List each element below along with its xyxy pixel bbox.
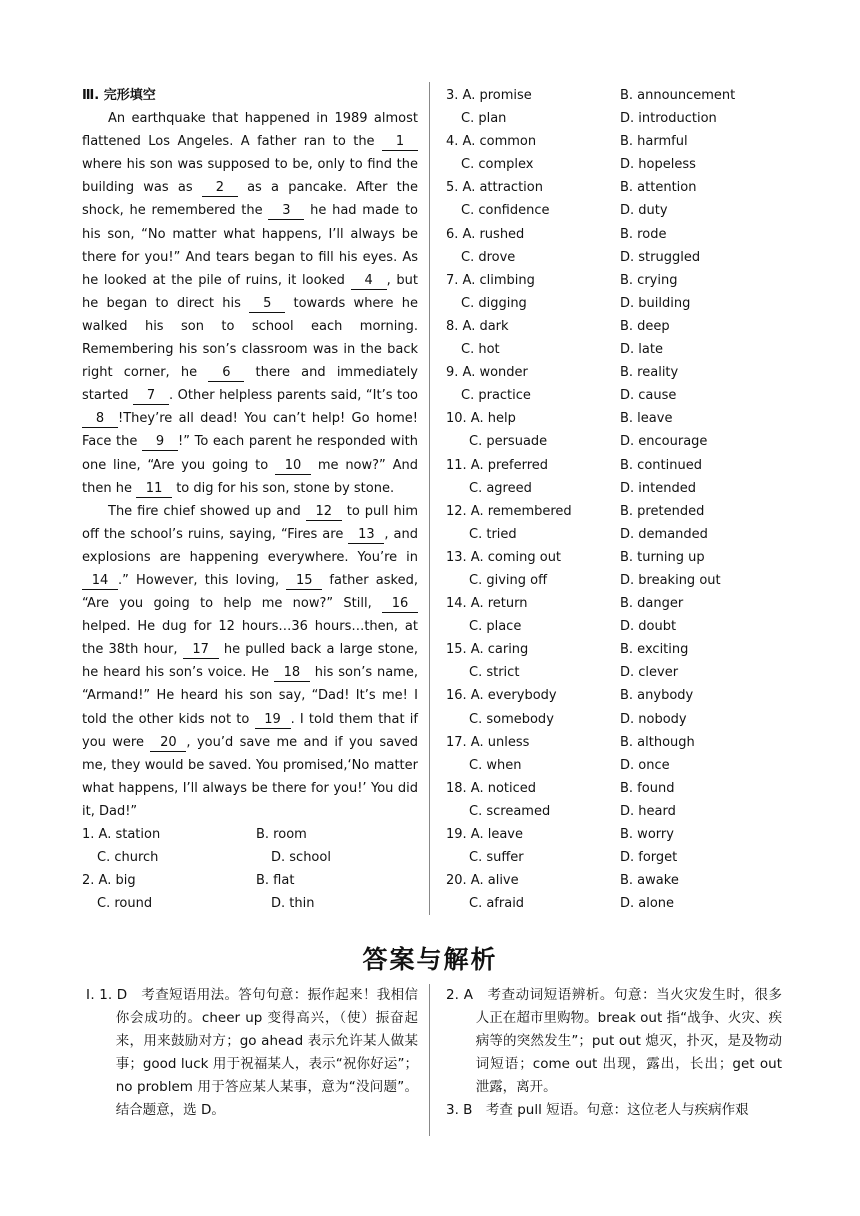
passage-text: to dig for his son, stone by stone. — [172, 480, 395, 496]
option-a: C. when — [469, 757, 522, 773]
option-row — [446, 246, 786, 269]
option-row — [446, 107, 786, 130]
answers-column-left — [86, 984, 418, 1123]
options-list-left — [82, 823, 418, 915]
blank-12: 12 — [306, 504, 342, 521]
passage-text: father asked, “Are you going to help me now?” Still, — [82, 572, 418, 612]
option-b: D. nobody — [620, 711, 687, 727]
option-a: C. afraid — [469, 896, 525, 912]
option-a: C. complex — [461, 157, 534, 173]
option-a: 7. A. climbing — [446, 272, 535, 288]
option-a: 4. A. common — [446, 134, 537, 150]
passage-text: , you’d save me and if you saved me, they would be saved. You promised,‘No matter what happens, I’ll always be there for you!’ You did it, Dad!” — [82, 734, 418, 819]
option-b: D. duty — [620, 203, 668, 219]
option-row — [446, 754, 786, 777]
option-row — [446, 823, 786, 846]
option-row — [82, 823, 418, 846]
answers-heading: 答案与解析 — [362, 945, 498, 974]
option-row — [446, 869, 786, 892]
option-a: 2. A. big — [82, 873, 136, 889]
option-a: 19. A. leave — [446, 827, 524, 842]
option-a: 15. A. caring — [446, 642, 529, 658]
option-row — [446, 292, 786, 315]
option-row — [446, 176, 786, 199]
passage-text: he pulled back a large stone, he heard his son’s voice. He — [82, 642, 418, 681]
option-row — [446, 430, 786, 453]
option-b: B. awake — [620, 873, 679, 889]
option-a: 10. A. help — [446, 411, 516, 427]
option-b: B. crying — [620, 272, 678, 288]
option-b: B. although — [620, 734, 695, 750]
option-a: C. confidence — [461, 203, 550, 219]
option-b: D. breaking out — [620, 572, 721, 588]
option-a: C. suffer — [469, 850, 524, 866]
option-b: B. reality — [620, 365, 679, 381]
blank-8: 8 — [82, 411, 118, 428]
passage-paragraph-1 — [82, 107, 418, 500]
options-list-right — [446, 84, 786, 915]
option-a: C. hot — [461, 342, 500, 358]
option-b: B. harmful — [620, 134, 688, 150]
blank-14: 14 — [82, 573, 118, 590]
option-row — [446, 153, 786, 176]
blank-17: 17 — [183, 642, 219, 659]
blank-2: 2 — [202, 180, 238, 197]
option-a: 6. A. rushed — [446, 226, 525, 242]
answer-item: 3. B 考查 pull 短语。句意：这位老人与疾病作艰 — [446, 1102, 749, 1119]
option-a: C. church — [97, 850, 159, 866]
option-row — [446, 638, 786, 661]
option-b: D. encourage — [620, 434, 708, 450]
option-a: 8. A. dark — [446, 318, 509, 334]
option-row — [82, 869, 418, 892]
option-row — [446, 84, 786, 107]
answer-item: Ⅰ. 1. D 考查短语用法。答句句意：振作起来！我相信你会成功的。cheer up 变得高兴，（使）振奋起来，用来鼓励对方；go ahead 表示允许某人做某事；good luck 用于祝福某人，表示“祝你好运”；no problem 用于答应某人某事，意为“没问题”。结合题意，选 D。 — [86, 987, 418, 1119]
blank-9: 9 — [142, 434, 178, 451]
passage-text: his son’s name, “Armand!” He heard his son say, “Dad! It’s me! I told the other kids not to — [82, 665, 418, 727]
blank-19: 19 — [255, 712, 291, 729]
passage-text: towards where he walked his son to school each morning. Remembering his son’s classroom was in the back right corner, he — [82, 295, 418, 381]
option-a: C. persuade — [469, 434, 548, 450]
option-a: 13. A. coming out — [446, 549, 562, 565]
blank-4: 4 — [351, 273, 387, 290]
option-b: B. exciting — [620, 642, 689, 658]
option-row — [446, 800, 786, 823]
passage-column — [82, 84, 418, 915]
passage-text: !They’re all dead! You can’t help! Go home! Face the — [82, 411, 418, 450]
blank-18: 18 — [274, 665, 310, 682]
option-b: D. intended — [620, 480, 696, 496]
option-row — [446, 223, 786, 246]
option-a: C. digging — [461, 295, 527, 311]
blank-1: 1 — [382, 134, 418, 151]
option-row — [446, 361, 786, 384]
option-row — [82, 892, 418, 915]
option-a: C. plan — [461, 111, 507, 127]
option-row — [446, 130, 786, 153]
option-b: D. building — [620, 295, 691, 311]
option-b: D. hopeless — [620, 157, 696, 173]
blank-7: 7 — [133, 388, 169, 405]
passage-text: , but he began to direct his — [82, 272, 418, 311]
option-a: C. round — [97, 896, 153, 912]
option-row — [446, 477, 786, 500]
option-row — [446, 777, 786, 800]
option-b: D. school — [271, 850, 331, 866]
option-b: B. anybody — [620, 688, 694, 704]
option-a: C. place — [469, 619, 522, 635]
option-b: D. once — [620, 757, 670, 773]
option-a: C. practice — [461, 388, 531, 404]
option-row — [446, 407, 786, 430]
option-a: 9. A. wonder — [446, 365, 528, 381]
option-b: B. leave — [620, 411, 673, 427]
option-b: B. deep — [620, 318, 670, 334]
option-row — [446, 500, 786, 523]
option-a: C. agreed — [469, 480, 532, 496]
option-row — [446, 731, 786, 754]
option-row — [446, 454, 786, 477]
option-row — [446, 338, 786, 361]
option-b: D. introduction — [620, 111, 717, 127]
option-a: C. somebody — [469, 711, 554, 727]
option-row — [446, 523, 786, 546]
option-b: D. struggled — [620, 249, 701, 265]
passage-text: . Other helpless parents said, “It’s too — [169, 388, 418, 404]
option-row — [446, 592, 786, 615]
option-a: 14. A. return — [446, 596, 528, 612]
option-a: 11. A. preferred — [446, 457, 549, 473]
passage-text: , and explosions are happening everywhere. You’re in — [82, 526, 418, 565]
option-a: 18. A. noticed — [446, 780, 537, 796]
blank-16: 16 — [382, 596, 418, 613]
option-row — [446, 684, 786, 707]
blank-11: 11 — [136, 481, 172, 498]
option-row — [446, 315, 786, 338]
passage-text: he had made to his son, “No matter what happens, I’ll always be there for you!” And tears began to fill his eyes. As he looked at the pile of ruins, it looked — [82, 203, 418, 288]
option-b: B. announcement — [620, 88, 736, 103]
passage-text: The fire chief showed up and — [108, 503, 306, 519]
option-row — [446, 269, 786, 292]
option-b: B. attention — [620, 180, 697, 196]
answers-column-right — [446, 984, 782, 1123]
passage-paragraph-2 — [82, 500, 418, 823]
option-a: C. tried — [469, 526, 517, 542]
passage-text: !” To each parent he responded with one line, “Are you going to — [82, 434, 418, 473]
option-row — [446, 199, 786, 222]
passage-text: there and immediately started — [82, 365, 418, 404]
option-row — [446, 661, 786, 684]
blank-10: 10 — [275, 458, 311, 475]
option-b: B. continued — [620, 457, 702, 473]
option-b: D. demanded — [620, 526, 708, 542]
option-b: D. heard — [620, 803, 676, 819]
column-divider — [429, 82, 430, 915]
option-a: C. giving off — [469, 572, 548, 588]
option-row — [446, 569, 786, 592]
option-row — [446, 384, 786, 407]
option-b: B. pretended — [620, 503, 705, 519]
passage-text: as a pancake. After the shock, he remembered the — [82, 180, 419, 219]
answer-item: 2. A 考查动词短语辨析。句意：当火灾发生时，很多人正在超市里购物。break out 指“战争、火灾、疾病等的突然发生”；put out 熄灭，扑灭，是及物动词短语；come out 出现，露出，长出；get out 泄露，离开。 — [446, 987, 782, 1096]
option-a: 20. A. alive — [446, 873, 519, 889]
option-b: B. turning up — [620, 549, 705, 565]
option-b: B. danger — [620, 596, 684, 612]
option-b: D. thin — [271, 896, 315, 912]
blank-3: 3 — [268, 203, 304, 220]
option-b: D. forget — [620, 850, 678, 866]
option-a: C. screamed — [469, 803, 551, 819]
option-a: 1. A. station — [82, 827, 161, 842]
answers-column-divider — [429, 984, 430, 1136]
option-a: 12. A. remembered — [446, 503, 572, 519]
blank-20: 20 — [150, 735, 186, 752]
option-row — [446, 892, 786, 915]
option-b: D. late — [620, 342, 663, 358]
option-b: B. worry — [620, 827, 674, 842]
option-a: 3. A. promise — [446, 88, 532, 103]
option-a: C. drove — [461, 249, 516, 265]
option-b: B. found — [620, 780, 675, 796]
option-row — [82, 846, 418, 869]
option-row — [446, 615, 786, 638]
blank-5: 5 — [249, 296, 285, 313]
option-a: 5. A. attraction — [446, 180, 543, 196]
section-title: Ⅲ. 完形填空 — [82, 88, 156, 103]
passage-text: where his son was supposed to be, only to find the building was as — [82, 157, 418, 196]
passage-text: helped. He dug for 12 hours…36 hours…then, at the 38th hour, — [82, 619, 418, 658]
option-row — [446, 846, 786, 869]
option-row — [446, 546, 786, 569]
option-a: 17. A. unless — [446, 734, 530, 750]
option-a: C. strict — [469, 665, 520, 681]
option-b: D. cause — [620, 388, 677, 404]
blank-13: 13 — [348, 527, 384, 544]
blank-6: 6 — [208, 365, 244, 382]
passage-text: me now?” And then he — [82, 457, 418, 496]
option-a: 16. A. everybody — [446, 688, 557, 704]
option-b: B. flat — [256, 873, 295, 889]
passage-text: . I told them that if you were — [82, 711, 418, 750]
passage-text: .” However, this loving, — [118, 572, 287, 588]
option-b: D. clever — [620, 665, 679, 681]
option-b: B. rode — [620, 226, 667, 242]
option-b: D. doubt — [620, 619, 677, 635]
passage-text: An earthquake that happened in 1989 almost flattened Los Angeles. A father ran to the — [82, 111, 418, 150]
passage-text: to pull him off the school’s ruins, saying, “Fires are — [82, 503, 418, 542]
option-b: D. alone — [620, 896, 675, 912]
option-b: B. room — [256, 827, 307, 842]
option-row — [446, 708, 786, 731]
blank-15: 15 — [286, 573, 322, 590]
